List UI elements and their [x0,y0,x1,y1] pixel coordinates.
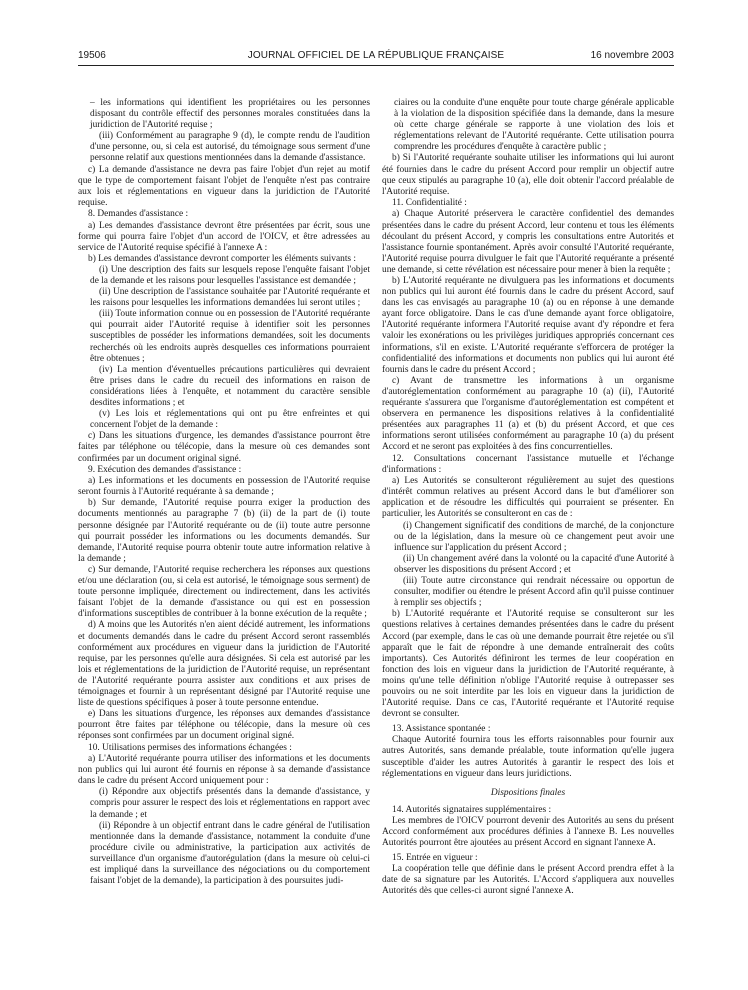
paragraph: La coopération telle que définie dans le présent Accord prendra effet à la date de sa signature par les Autorités. L'Accord s'appliquera aux nouvelles Autorités dès que celles-ci auront signé l'annexe A. [382,864,674,897]
section-heading: 8. Demandes d'assistance : [88,209,189,220]
paragraph: (i) Répondre aux objectifs présentés dans la demande d'assistance, y compris pour assurer le respect des lois et réglementations en rapport avec la demande ; et [90,787,370,820]
paragraph: b) Les demandes d'assistance devront comporter les éléments suivants : [88,253,357,264]
paragraph: Chaque Autorité fournira tous les efforts raisonnables pour fournir aux autres Autorités, sans demande préalable, toute information qu'elle jugera susceptible d'aider les autres Autorités à garantir le respect des lois et réglementations en vigueur dans leurs juridictions. [382,735,674,779]
section-heading: 11. Confidentialité : [392,198,467,209]
paragraph: (ii) Répondre à un objectif entrant dans le cadre général de l'utilisation mentionnée dans la demande d'assistance, notamment la conduite d'une procédure civile ou administrative, la participation aux activités de surveillance d'un organisme d'autorégulation (dans la mesure où celui-ci est impliqué dans la surveillance des négociations ou du comportement faisant l'objet de la demande), la participation à des poursuites judi- [90,820,370,887]
paragraph: – les informations qui identifient les propriétaires ou les personnes disposant du contrôle effectif des personnes morales constituées dans la juridiction de l'Autorité requise ; [90,98,370,131]
paragraph: c) Sur demande, l'Autorité requise recherchera les réponses aux questions et/ou une déclaration (ou, si cela est autorisé, le témoignage sous serment) de toute personne impliquée, directement ou indirectement, dans les activités faisant l'objet de la demande d'assistance ou qui est en possession d'informations susceptibles de contribuer à la bonne exécution de la requête ; [78,564,370,620]
issue-date: 16 novembre 2003 [590,50,674,61]
page-number: 19506 [78,50,106,61]
page-header [78,50,674,64]
paragraph: (i) Une description des faits sur lesquels repose l'enquête faisant l'objet de la demande et les raisons pour lesquelles l'assistance est demandée ; [90,264,370,286]
paragraph: (i) Changement significatif des conditions de marché, de la conjoncture ou de la législation, dans la mesure où ce changement peut avoir une influence sur l'application du présent Accord ; [394,520,674,553]
right-column [382,98,674,968]
paragraph: c) Avant de transmettre les informations à un organisme d'autoréglementation conformément au paragraphe 10 (a) (ii), l'Autorité requérante s'assurera que l'organisme d'autoréglementation est compétent et observera en permanence les dispositions relatives à la confidentialité présentées aux paragraphes 11 (a) et (b) du présent Accord, et que ces informations seront utilisées conformément au paragraphe 10 (a) du présent Accord et ne seront pas exploitées à des fins concurrentielles. [382,375,674,453]
journal-title: JOURNAL OFFICIEL DE LA RÉPUBLIQUE FRANÇAISE [247,50,505,61]
paragraph: (iii) Toute information connue ou en possession de l'Autorité requérante qui pourrait aider l'Autorité requise à identifier soit les personnes susceptibles de posséder les informations demandées, soit les documents recherchés où les endroits auprès desquelles ces informations pourraient être obtenues ; [90,309,370,364]
section-heading: 15. Entrée en vigueur : [392,853,478,864]
paragraph: b) Si l'Autorité requérante souhaite utiliser les informations qui lui auront été fournies dans le cadre du présent Accord pour remplir un objectif autre que ceux stipulés au paragraphe 10 (a), elle doit obtenir l'accord préalable de l'Autorité requise. [382,153,674,197]
paragraph: (iv) La mention d'éventuelles précautions particulières qui devraient être prises dans le cadre du recueil des informations en raison de considérations liées à l'enquête, et notamment du caractère sensible desdites informations ; et [90,364,370,409]
paragraph: (iii) Conformément au paragraphe 9 (d), le compte rendu de l'audition d'une personne, ou, si cela est autorisé, du témoignage sous serment d'une personne relatif aux questions mentionnées dans la demande d'assistance. [90,131,370,164]
section-heading: 13. Assistance spontanée : [392,724,491,735]
paragraph: (v) Les lois et réglementations qui ont pu être enfreintes et qui concernent l'objet de la demande : [90,409,370,431]
paragraph: a) Les demandes d'assistance devront être présentées par écrit, sous une forme qui pourra faire l'objet d'un accord de l'OICV, et être adressées au service de l'Autorité requise spécifié à l'annexe A : [78,220,370,253]
left-column [78,98,370,968]
paragraph: a) Les Autorités se consulteront régulièrement au sujet des questions d'intérêt commun relatives au présent Accord dans le but d'améliorer son application et de résoudre les difficultés qui pourraient se présenter. En particulier, les Autorités se consulteront en cas de : [382,476,674,520]
paragraph: b) L'Autorité requérante ne divulguera pas les informations et documents non publics qui lui auront été fournis dans le cadre du présent Accord, sauf dans les cas envisagés au paragraphe 10 (a) ou en réponse à une demande ayant force obligatoire. Dans le cas d'une demande ayant force obligatoire, l'Autorité requérante informera l'Autorité requise avant d'y répondre et fera valoir les exonérations ou les privilèges juridiques appropriés concernant ces informations, s'il en existe. L'Autorité requérante s'efforcera de protéger la confidentialité des informations et documents non publics qui lui auront été fournis dans le cadre du présent Accord ; [382,276,674,375]
section-title: Dispositions finales [490,787,566,798]
section-heading: 12. Consultations concernant l'assistance mutuelle et l'échange d'informations : [382,454,674,476]
paragraph: (ii) Un changement avéré dans la volonté ou la capacité d'une Autorité à observer les dispositions du présent Accord ; et [394,553,674,575]
paragraph: a) Les informations et les documents en possession de l'Autorité requise seront fournis à l'Autorité requérante à sa demande ; [78,476,370,498]
paragraph: Les membres de l'OICV pourront devenir des Autorités au sens du présent Accord conformément aux procédures définies à l'annexe B. Les nouvelles Autorités pourront être ajoutées au présent Accord en signant l'annexe A. [382,815,674,849]
paragraph: ciaires ou la conduite d'une enquête pour toute charge générale applicable à la violation de la disposition spécifiée dans la demande, dans la mesure où cette charge générale se rapporte à une violation des lois et réglementations relevant de l'Autorité requérante. Cette utilisation pourra comprendre les procédures d'enquête à caractère public ; [394,98,674,153]
paragraph: (iii) Toute autre circonstance qui rendrait nécessaire ou opportun de consulter, modifier ou étendre le présent Accord afin qu'il puisse continuer à remplir ses objectifs ; [394,576,674,609]
paragraph: c) Dans les situations d'urgence, les demandes d'assistance pourront être faites par téléphone ou télécopie, dans la mesure où ces demandes sont confirmées par un document original signé. [78,431,370,464]
header-rule [78,65,674,66]
paragraph: a) L'Autorité requérante pourra utiliser des informations et les documents non publics qui lui auront été fournis en réponse à sa demande d'assistance dans le cadre du présent Accord uniquement pour : [78,754,370,787]
paragraph: b) L'Autorité requérante et l'Autorité requise se consulteront sur les questions relatives à certaines demandes présentées dans le cadre du présent Accord (par exemple, dans le cas où une demande pourrait être rejetée ou s'il apparaît que le fait de répondre à une demande entraînerait des coûts importants). Ces Autorités définiront les termes de leur coopération en fonction des lois en vigueur dans la juridiction de l'Autorité requérante, à moins qu'une telle définition n'oblige l'Autorité requise à outrepasser ses pouvoirs ou ne soit interdite par les lois en vigueur dans la juridiction de l'Autorité requise. Dans ce cas, l'Autorité requérante et l'Autorité requise devront se consulter. [382,609,674,720]
section-heading: 9. Exécution des demandes d'assistance : [88,465,242,476]
paragraph: (ii) Une description de l'assistance souhaitée par l'Autorité requérante et les raisons pour lesquelles les informations demandées lui seront utiles ; [90,287,370,309]
paragraph: b) Sur demande, l'Autorité requise pourra exiger la production des documents mentionnés au paragraphe 7 (b) (ii) de la part de (i) toute personne désignée par l'Autorité requérante ou de (ii) toute autre personne qui pourrait posséder les informations ou les documents demandés. Sur demande, l'Autorité requise pourra obtenir toute autre information relative à la demande ; [78,498,370,564]
section-heading: 14. Autorités signataires supplémentaires : [392,804,552,815]
paragraph: c) La demande d'assistance ne devra pas faire l'objet d'un rejet au motif que le type de comportement faisant l'objet de l'enquête n'est pas contraire aux lois et réglementations en vigueur dans la juridiction de l'Autorité requise. [78,164,370,208]
paragraph: e) Dans les situations d'urgence, les réponses aux demandes d'assistance pourront être faites par téléphone ou télécopie, dans la mesure où ces réponses sont confirmées par un document original signé. [78,709,370,742]
paragraph: a) Chaque Autorité préservera le caractère confidentiel des demandes présentées dans le cadre du présent Accord, leur contenu et tous les éléments découlant du présent Accord, y compris les consultations entre Autorités et l'assistance fournie spontanément. Après avoir consulté l'Autorité requérante, l'Autorité requise pourra divulguer le fait que l'Autorité requérante a présenté une demande, si cette révélation est nécessaire pour mener à bien la requête ; [382,209,674,275]
paragraph: d) A moins que les Autorités n'en aient décidé autrement, les informations et documents demandés dans le cadre du présent Accord seront rassemblés conformément aux procédures en vigueur dans la juridiction de l'Autorité requise, par les personnes qu'elle aura désignées. Si cela est autorisé par les lois et réglementations de la juridiction de l'Autorité requise, un représentant de l'Autorité requérante pourra assister aux conditions et aux prises de témoignages et fournir à un représentant désigné par l'Autorité requise une liste de questions spécifiques à poser à toute personne entendue. [78,620,370,709]
section-heading: 10. Utilisations permises des informations échangées : [88,742,292,753]
